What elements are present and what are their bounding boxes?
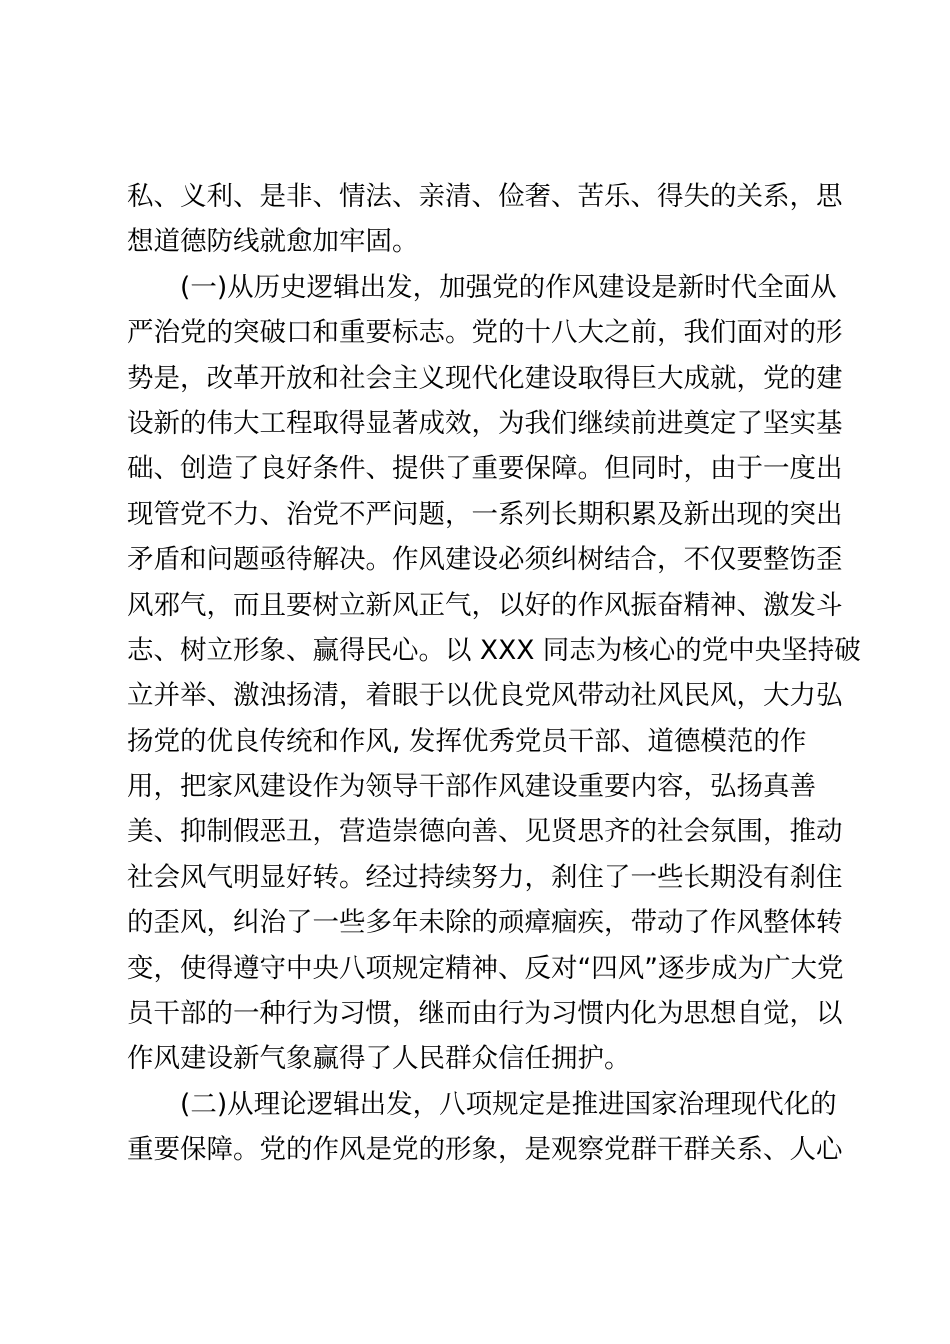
- text-line: 用，把家风建设作为领导干部作风建设重要内容，弘扬真善: [127, 771, 816, 803]
- text-line: 重要保障。党的作风是党的形象，是观察党群干群关系、人心: [127, 1134, 843, 1166]
- text-line: 风邪气，而且要树立新风正气，以好的作风振奋精神、激发斗: [127, 589, 843, 621]
- text-line: 扬党的优良传统和作风, 发挥优秀党员干部、道德模范的作: [127, 725, 807, 757]
- text-line: 作风建设新气象赢得了人民群众信任拥护。: [127, 1043, 631, 1075]
- text-line: 设新的伟大工程取得显著成效，为我们继续前进奠定了坚实基: [127, 407, 843, 439]
- paragraph-2: [127, 265, 861, 1082]
- paragraph-3: [127, 1082, 843, 1173]
- text-line: (一)从历史逻辑出发，加强党的作风建设是新时代全面从: [180, 271, 837, 303]
- text-line: 势是，改革开放和社会主义现代化建设取得巨大成就，党的建: [127, 362, 843, 394]
- text-line: 严治党的突破口和重要标志。党的十八大之前，我们面对的形: [127, 317, 843, 349]
- text-line: 的歪风，纠治了一些多年未除的顽瘴痼疾，带动了作风整体转: [127, 907, 843, 939]
- text-line: 员干部的一种行为习惯，继而由行为习惯内化为思想自觉，以: [127, 998, 843, 1030]
- text-line: 想道德防线就愈加牢固。: [127, 226, 419, 258]
- text-line: 矛盾和问题亟待解决。作风建设必须纠树结合，不仅要整饬歪: [127, 544, 843, 576]
- text-line: 社会风气明显好转。经过持续努力，刹住了一些长期没有刹住: [127, 861, 843, 893]
- paragraph-1: [127, 174, 843, 265]
- text-line: 美、抑制假恶丑，营造崇德向善、见贤思齐的社会氛围，推动: [127, 816, 843, 848]
- text-line: 志、树立形象、赢得民心。以 XXX 同志为核心的党中央坚持破: [127, 634, 861, 666]
- text-line: 立并举、激浊扬清，着眼于以优良党风带动社风民风，大力弘: [127, 680, 843, 712]
- text-line: (二)从理论逻辑出发，八项规定是推进国家治理现代化的: [180, 1088, 837, 1120]
- text-line: 私、义利、是非、情法、亲清、俭奢、苦乐、得失的关系，思: [127, 181, 843, 212]
- document-body: [127, 174, 861, 1173]
- text-line: 现管党不力、治党不严问题，一系列长期积累及新出现的突出: [127, 498, 843, 530]
- text-line: 础、创造了良好条件、提供了重要保障。但同时，由于一度出: [127, 453, 843, 485]
- text-line: 变，使得遵守中央八项规定精神、反对“四风”逐步成为广大党: [127, 952, 844, 984]
